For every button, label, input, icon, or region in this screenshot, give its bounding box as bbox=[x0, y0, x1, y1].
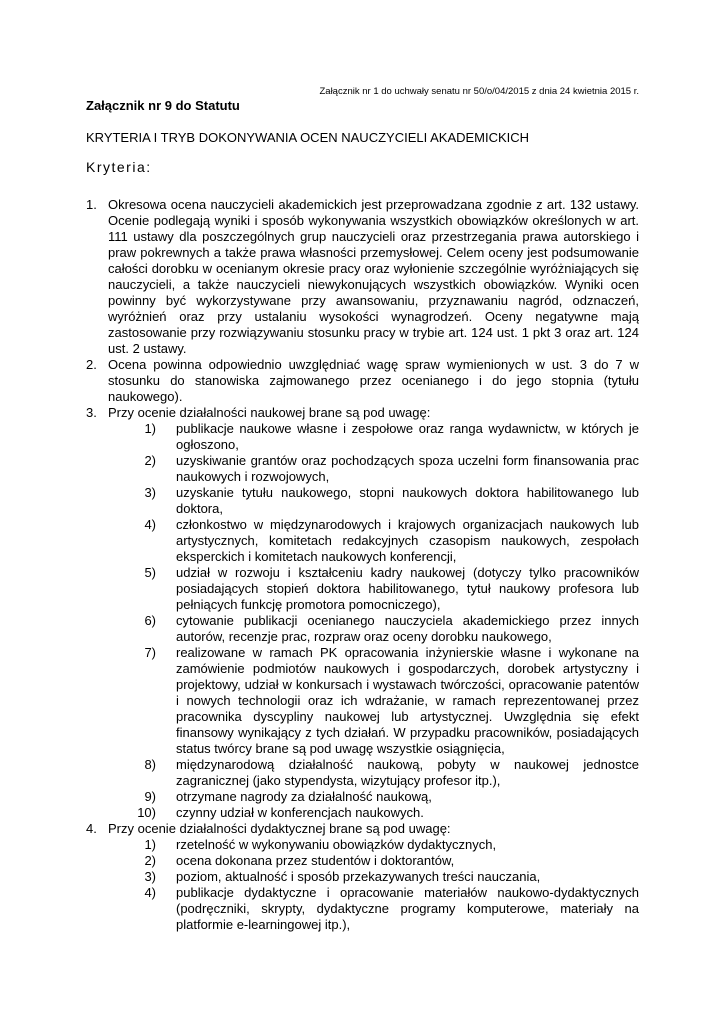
subitem-text: ocena dokonana przez studentów i doktorantów, bbox=[176, 853, 455, 868]
item-text: Przy ocenie działalności naukowej brane są pod uwagę: bbox=[108, 405, 431, 420]
list-item bbox=[86, 357, 639, 405]
sub-list-item bbox=[86, 485, 639, 517]
sub-list-item bbox=[86, 869, 639, 885]
item-text: Okresowa ocena nauczycieli akademickich jest przeprowadzana zgodnie z art. 132 ustawy. Ocenie podlegają wyniki i sposób wykonywania wszystkich obowiązków określonych w art. 111 ustawy dla poszczególnych grup nauczycieli oraz przestrzegania prawa autorskiego i praw pokrewnych a także prawa własności przemysłowej. Celem oceny jest podsumowanie całości dorobku w ocenianym okresie pracy oraz wyłonienie szczególnie wyróżniających się nauczycieli, a także nauczycieli niewykonujących wszystkich obowiązków. Wyniki ocen powinny być wykorzystywane przy awansowaniu, przyznawaniu nagród, odznaczeń, wyróżnień oraz przy ustalaniu wysokości wynagrodzeń. Oceny negatywne mają zastosowanie przy rozwiązywaniu stosunku pracy w trybie art. 124 ust. 1 pkt 3 oraz art. 124 ust. 2 ustawy. bbox=[108, 197, 639, 356]
document-title: KRYTERIA I TRYB DOKONYWANIA OCEN NAUCZYCIELI AKADEMICKICH bbox=[86, 130, 530, 145]
sub-list-item bbox=[86, 885, 639, 933]
sub-list-item bbox=[86, 613, 639, 645]
sub-list-item bbox=[86, 565, 639, 613]
header-note: Załącznik nr 1 do uchwały senatu nr 50/o/04/2015 z dnia 24 kwietnia 2015 r. bbox=[319, 86, 639, 97]
subitem-number: 9) bbox=[144, 789, 156, 804]
subitem-number: 2) bbox=[144, 453, 156, 468]
subitem-text: cytowanie publikacji ocenianego nauczyciela akademickiego przez innych autorów, recenzje prac, rozpraw oraz oceny dorobku naukowego, bbox=[176, 613, 639, 644]
appendix-title: Załącznik nr 9 do Statutu bbox=[86, 98, 240, 113]
sub-list-item bbox=[86, 837, 639, 853]
list-item bbox=[86, 821, 639, 837]
subitem-text: członkostwo w międzynarodowych i krajowych organizacjach naukowych lub artystycznych, komitetach redakcyjnych czasopism naukowych, zespołach eksperckich i komitetach naukowych konferencji, bbox=[176, 517, 639, 564]
sub-list-item bbox=[86, 453, 639, 485]
subitem-text: otrzymane nagrody za działalność naukową, bbox=[176, 789, 432, 804]
subitem-number: 4) bbox=[144, 885, 156, 900]
sub-list-item bbox=[86, 789, 639, 805]
item-number: 2. bbox=[86, 357, 97, 372]
subitem-number: 10) bbox=[137, 805, 156, 820]
criteria-list bbox=[86, 197, 639, 933]
item-number: 3. bbox=[86, 405, 97, 420]
item-text: Przy ocenie działalności dydaktycznej brane są pod uwagę: bbox=[108, 821, 451, 836]
subitem-text: realizowane w ramach PK opracowania inżynierskie własne i wykonane na zamówienie podmiotów naukowych i gospodarczych, dorobek artystyczny i projektowy, udział w konkursach i wystawach twórczości, opracowanie patentów i nowych technologii oraz ich wdrażanie, w ramach reprezentowanej przez pracownika dyscypliny naukowej lub artystycznej. Uwzględnia się efekt finansowy wynikający z tych działań. W przypadku pracowników, posiadających status twórcy brane są pod uwagę wszystkie osiągnięcia, bbox=[176, 645, 639, 756]
list-item bbox=[86, 197, 639, 357]
subitem-number: 3) bbox=[144, 869, 156, 884]
subitem-text: czynny udział w konferencjach naukowych. bbox=[176, 805, 424, 820]
item-number: 4. bbox=[86, 821, 97, 836]
item-number: 1. bbox=[86, 197, 97, 212]
subitem-text: publikacje dydaktyczne i opracowanie materiałów naukowo-dydaktycznych (podręczniki, skrypty, dydaktyczne programy komputerowe, materiały na platformie e-learningowej itp.), bbox=[176, 885, 639, 932]
subitem-text: rzetelność w wykonywaniu obowiązków dydaktycznych, bbox=[176, 837, 497, 852]
sub-list-item bbox=[86, 517, 639, 565]
subitem-number: 1) bbox=[144, 837, 156, 852]
subitem-number: 4) bbox=[144, 517, 156, 532]
subitem-text: poziom, aktualność i sposób przekazywanych treści nauczania, bbox=[176, 869, 541, 884]
subitem-number: 3) bbox=[144, 485, 156, 500]
subitem-number: 6) bbox=[144, 613, 156, 628]
sub-list-item bbox=[86, 805, 639, 821]
sub-list-item bbox=[86, 421, 639, 453]
subitem-text: uzyskanie tytułu naukowego, stopni naukowych doktora habilitowanego lub doktora, bbox=[176, 485, 639, 516]
sub-list-item bbox=[86, 853, 639, 869]
sub-list-item bbox=[86, 757, 639, 789]
section-label: Kryteria: bbox=[86, 159, 152, 175]
subitem-number: 7) bbox=[144, 645, 156, 660]
subitem-text: międzynarodową działalność naukową, pobyty w naukowej jednostce zagranicznej (jako stypendysta, wizytujący profesor itp.), bbox=[176, 757, 639, 788]
subitem-text: publikacje naukowe własne i zespołowe oraz ranga wydawnictw, w których je ogłoszono, bbox=[176, 421, 639, 452]
subitem-number: 8) bbox=[144, 757, 156, 772]
sub-list-item bbox=[86, 645, 639, 757]
subitem-text: udział w rozwoju i kształceniu kadry naukowej (dotyczy tylko pracowników posiadających stopień doktora habilitowanego, tytuł naukowy profesora lub pełniących funkcję promotora pomocniczego), bbox=[176, 565, 639, 612]
subitem-number: 5) bbox=[144, 565, 156, 580]
subitem-text: uzyskiwanie grantów oraz pochodzących spoza uczelni form finansowania prac naukowych i rozwojowych, bbox=[176, 453, 639, 484]
subitem-number: 1) bbox=[144, 421, 156, 436]
item-text: Ocena powinna odpowiednio uwzględniać wagę spraw wymienionych w ust. 3 do 7 w stosunku do stanowiska zajmowanego przez ocenianego i do jego stopnia (tytułu naukowego). bbox=[108, 357, 639, 404]
subitem-number: 2) bbox=[144, 853, 156, 868]
list-item bbox=[86, 405, 639, 421]
